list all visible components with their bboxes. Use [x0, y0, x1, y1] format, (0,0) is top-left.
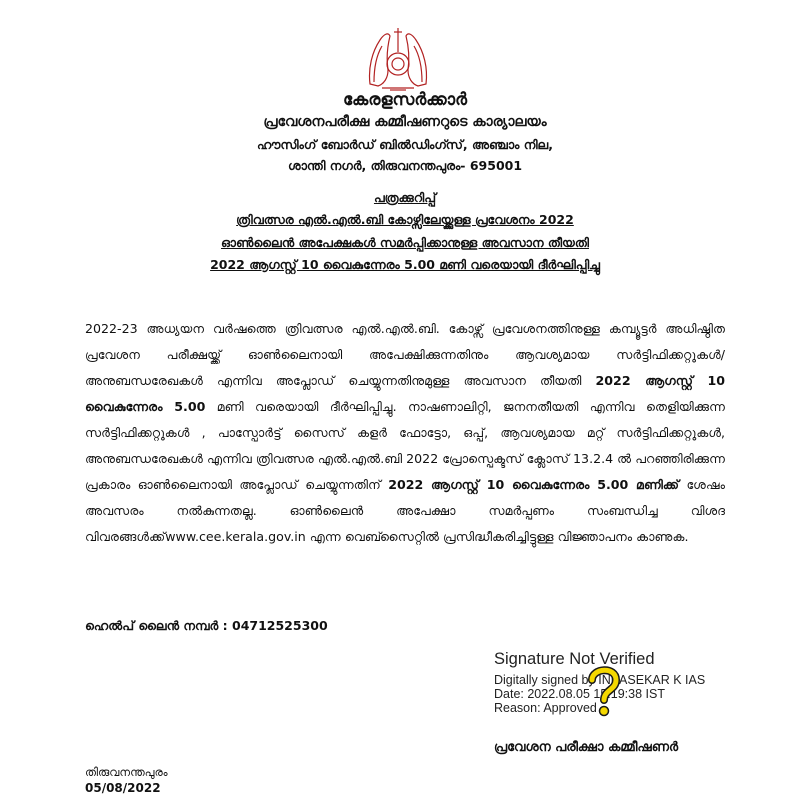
signature-date: Date: 2022.08.05 15:19:38 IST [494, 687, 665, 701]
signer-designation: പ്രവേശന പരീക്ഷാ കമ്മീഷണർ [494, 740, 679, 755]
signature-signed-by: Digitally signed by INBASEKAR K IAS [494, 673, 706, 687]
body-deadline-bold-1: 2022 ആഗസ്റ്റ് 10 വൈകുന്നേരം 5.00 [85, 373, 725, 414]
address-line-2: ശാന്തി നഗർ, തിരുവനന്തപുരം- 695001 [287, 158, 523, 173]
title-line-1: ത്രിവത്സര എൽ.എൽ.ബി കോഴ്സിലേയ്ക്കുള്ള പ്രവേശനം 2022 [236, 212, 574, 227]
government-name: കേരളസർക്കാർ [342, 90, 468, 110]
body-text-part-2: മണി വരെയായി ദീർഘിപ്പിച്ചു. നാഷണാലിറ്റി, ജനനതീയതി എന്നിവ തെളിയിക്കുന്ന സർട്ടിഫിക്കറ്റുകൾ , പാസ്പോർട്ട് സൈസ് കളർ ഫോട്ടോ, ഒപ്പ്, ആവശ്യമായ മറ്റ് സർട്ടിഫിക്കറ്റുകൾ, അനുബന്ധരേഖകൾ എന്നിവ ത്രിവത്സര എൽ.എൽ.ബി 2022 പ്രോസ്പെക്ടസ് ക്ലോസ് 13.2.4 ൽ പറഞ്ഞിരിക്കുന്ന പ്രകാരം ഓൺലൈനായി അപ്ലോഡ് ചെയ്യുന്നതിന് [85, 399, 725, 492]
body-deadline-bold-2: 2022 ആഗസ്റ്റ് 10 വൈകുന്നേരം 5.00 മണിക്ക് [388, 477, 680, 492]
kerala-emblem-icon [360, 24, 436, 94]
place-name: തിരുവനന്തപുരം [85, 765, 168, 779]
body-text-part-3: ശേഷം അവസരം നൽകുന്നതല്ല. ഓൺലൈൻ അപേക്ഷാ സമർപ്പണം സംബന്ധിച്ച വിശദ വിവരങ്ങൾക്ക്www.cee.kerala.gov.in എന്ന വെബ്സൈറ്റിൽ പ്രസിദ്ധീകരിച്ചിട്ടുള്ള വിജ്ഞാപനം കാണുക. [85, 477, 725, 544]
signature-question-mark-icon [584, 662, 624, 718]
press-release-label: പത്രക്കുറിപ്പ് [373, 190, 437, 205]
body-paragraph [85, 316, 725, 550]
document-date: 05/08/2022 [85, 781, 161, 795]
title-line-3: 2022 ആഗസ്റ്റ് 10 വൈകുന്നേരം 5.00 മണി വരെയായി ദീർഘിപ്പിച്ചു [210, 257, 600, 272]
body-text-part-1: 2022-23 അധ്യയന വർഷത്തെ ത്രിവത്സര എൽ.എൽ.ബി. കോഴ്സ് പ്രവേശനത്തിനുള്ള കമ്പ്യൂട്ടർ അധിഷ്ഠിത പ്രവേശന പരീക്ഷയ്ക്ക് ഓൺലൈനായി അപേക്ഷിക്കുന്നതിനും ആവശ്യമായ സർട്ടിഫിക്കറ്റുകൾ/അനുബന്ധരേഖകൾ എന്നിവ അപ്ലോഡ് ചെയ്യുന്നതിനുമുള്ള അവസാന തീയതി [85, 321, 725, 388]
signature-reason: Reason: Approved [494, 701, 597, 715]
office-name: പ്രവേശനപരീക്ഷ കമ്മീഷണറുടെ കാര്യാലയം [263, 114, 547, 130]
title-line-2: ഓൺലൈൻ അപേക്ഷകൾ സമർപ്പിക്കാനുള്ള അവസാന തീയതി [221, 235, 589, 250]
address-line-1: ഹൗസിംഗ് ബോർഡ് ബിൽഡിംഗ്സ്, അഞ്ചാം നില, [257, 137, 553, 152]
helpline-number: ഹെൽപ് ലൈൻ നമ്പർ : 04712525300 [85, 618, 328, 633]
signature-status: Signature Not Verified [494, 650, 655, 668]
